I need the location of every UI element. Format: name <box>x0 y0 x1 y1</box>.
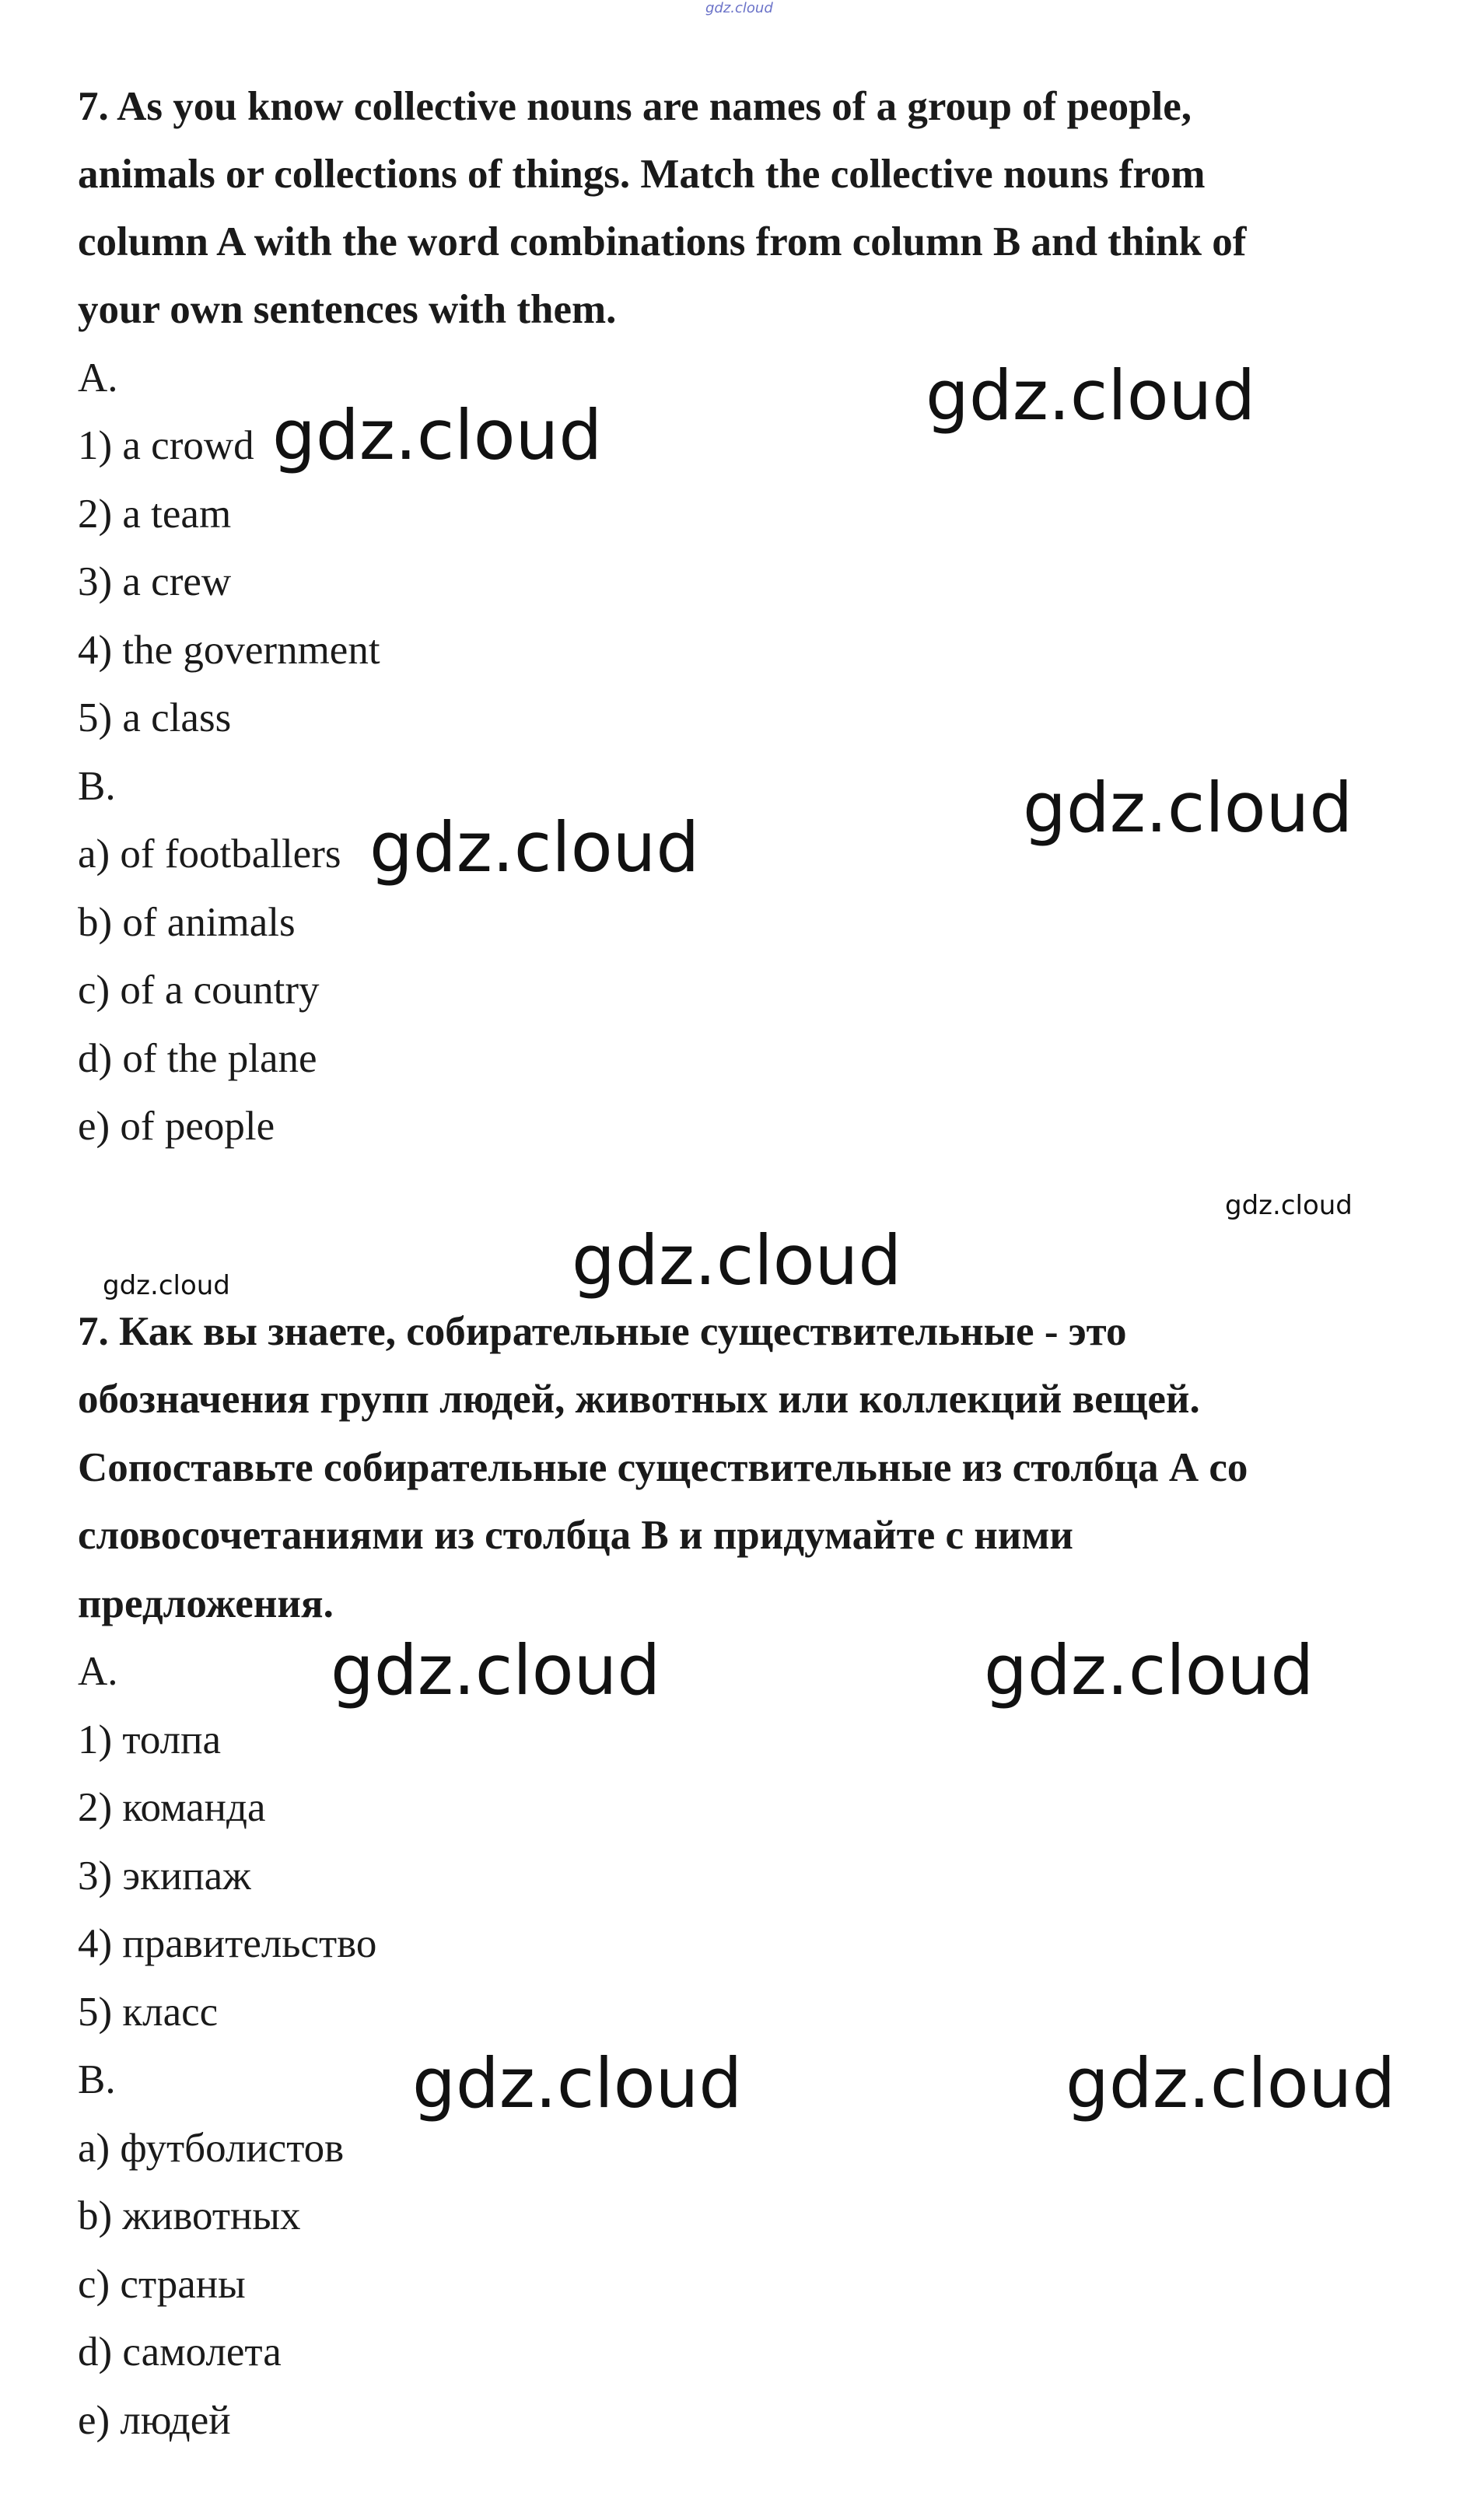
english-column-b-item-c: c) of a country <box>78 968 320 1013</box>
watermark-small: gdz.cloud <box>103 1270 230 1301</box>
english-column-a-label: A. <box>78 355 118 401</box>
watermark: gdz.cloud <box>984 1630 1314 1710</box>
english-column-b-item-d: d) of the plane <box>78 1036 317 1081</box>
russian-column-a-item-2: 2) команда <box>78 1785 266 1830</box>
english-prompt-line-2: animals or collections of things. Match the collective nouns from <box>78 152 1206 197</box>
russian-prompt-line-2: обозначения групп людей, животных или коллекций вещей. <box>78 1377 1200 1422</box>
russian-column-a-item-3: 3) экипаж <box>78 1853 251 1899</box>
english-column-a-item-4: 4) the government <box>78 628 380 673</box>
english-column-b-item-a: a) of footballers <box>78 831 341 877</box>
watermark: gdz.cloud <box>1066 2043 1396 2123</box>
english-column-b-label: B. <box>78 764 116 809</box>
russian-column-b-label: В. <box>78 2057 116 2102</box>
watermark-small: gdz.cloud <box>1225 1190 1353 1221</box>
watermark: gdz.cloud <box>331 1630 661 1710</box>
russian-prompt-line-5: предложения. <box>78 1581 334 1626</box>
russian-column-a-item-1: 1) толпа <box>78 1717 221 1762</box>
russian-column-b-item-e: e) людей <box>78 2398 231 2443</box>
russian-prompt-line-1: 7. Как вы знаете, собирательные существительные - это <box>78 1309 1127 1354</box>
english-column-a-item-3: 3) a crew <box>78 559 232 604</box>
watermark: gdz.cloud <box>272 395 603 475</box>
watermark: gdz.cloud <box>412 2043 743 2123</box>
russian-column-a-label: А. <box>78 1649 118 1694</box>
english-prompt-line-1: 7. As you know collective nouns are names of a group of people, <box>78 84 1192 129</box>
top-watermark: gdz.cloud <box>705 0 773 16</box>
english-column-a-item-5: 5) a class <box>78 695 232 740</box>
english-column-a-item-1: 1) a crowd <box>78 423 254 468</box>
english-column-b-item-e: e) of people <box>78 1104 275 1149</box>
english-column-b-item-b: b) of animals <box>78 900 296 945</box>
russian-column-b-item-a: a) футболистов <box>78 2126 345 2171</box>
english-prompt-line-3: column A with the word combinations from column B and think of <box>78 219 1247 264</box>
watermark: gdz.cloud <box>572 1220 902 1300</box>
watermark: gdz.cloud <box>1023 768 1353 848</box>
russian-prompt-line-3: Сопоставьте собирательные существительные из столбца А со <box>78 1445 1248 1490</box>
russian-column-a-item-5: 5) класс <box>78 1990 219 2035</box>
russian-prompt-line-4: словосочетаниями из столбца В и придумайте с ними <box>78 1513 1073 1558</box>
russian-column-b-item-b: b) животных <box>78 2193 301 2238</box>
russian-column-b-item-c: c) страны <box>78 2262 246 2307</box>
english-column-a-item-2: 2) a team <box>78 492 232 537</box>
english-prompt-line-4: your own sentences with them. <box>78 287 617 332</box>
watermark: gdz.cloud <box>369 807 700 887</box>
russian-column-b-item-d: d) самолета <box>78 2329 282 2375</box>
russian-column-a-item-4: 4) правительство <box>78 1921 377 1966</box>
watermark: gdz.cloud <box>926 355 1256 436</box>
